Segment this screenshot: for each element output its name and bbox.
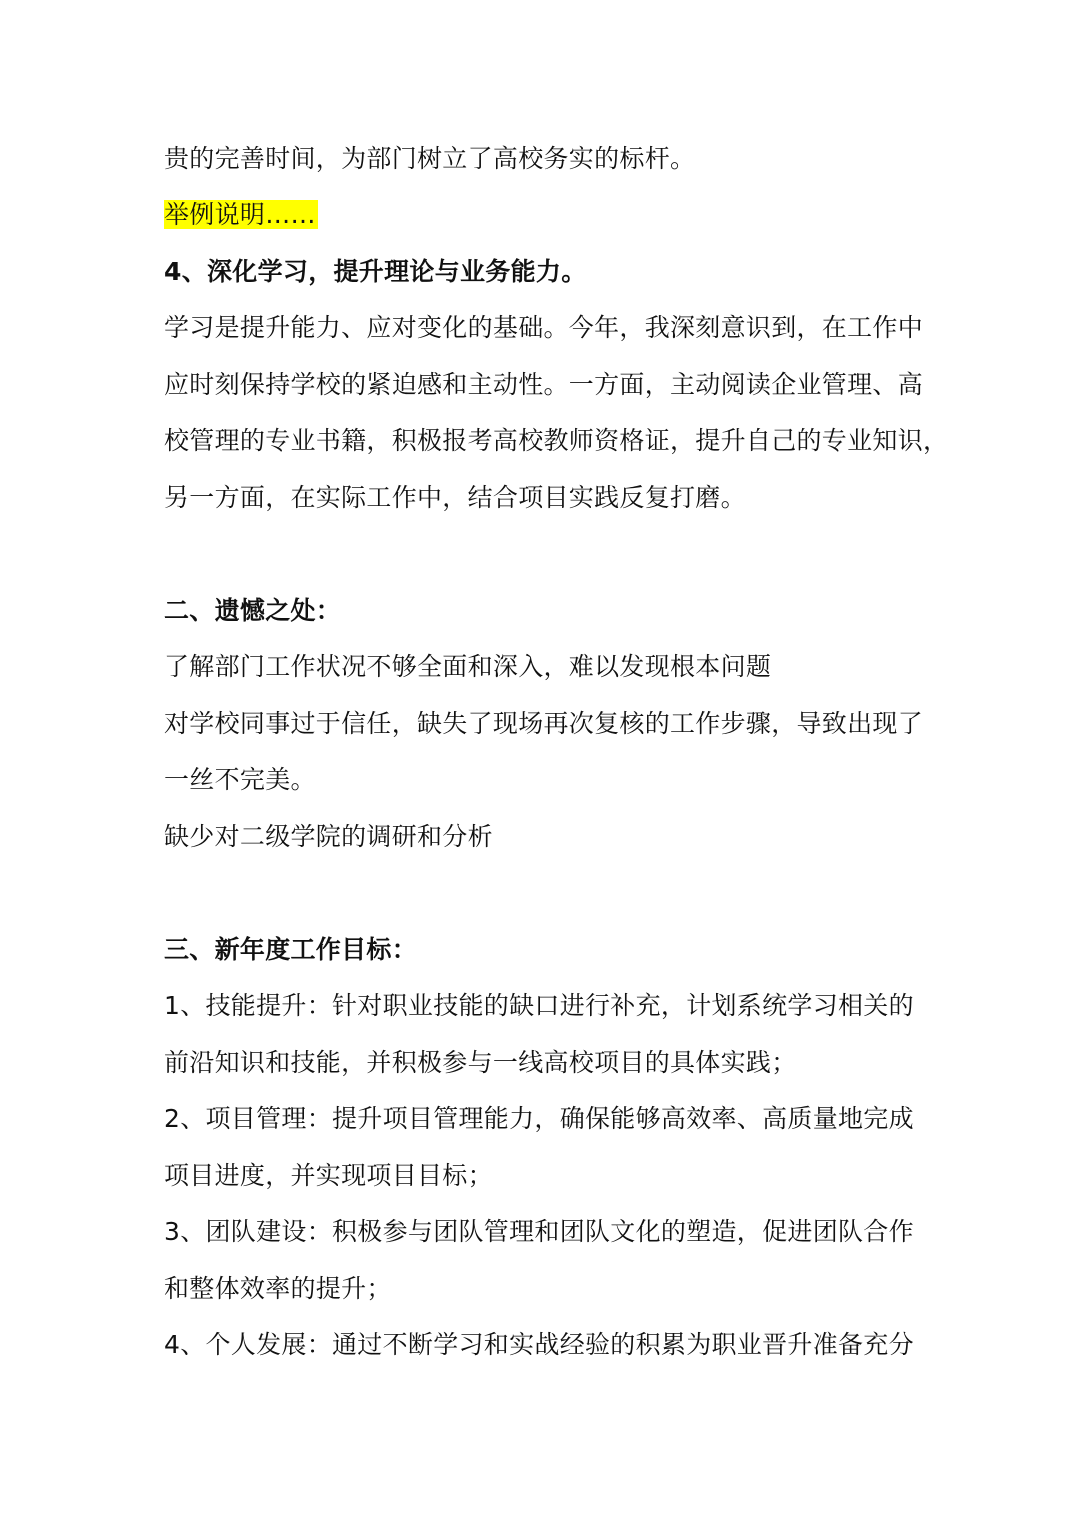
paragraph-line: 贵的完善时间，为部门树立了高校务实的标杆。: [164, 144, 696, 173]
paragraph-line: 应时刻保持学校的紧迫感和主动性。一方面，主动阅读企业管理、高: [164, 370, 924, 399]
paragraph-line: 缺少对二级学院的调研和分析: [164, 822, 493, 851]
example-note: [164, 198, 318, 232]
section-heading-regrets: 二、遗憾之处：: [164, 596, 342, 625]
section-heading-4: 4、深化学习，提升理论与业务能力。: [164, 257, 587, 286]
paragraph-line: 了解部门工作状况不够全面和深入，难以发现根本问题: [164, 652, 772, 681]
paragraph-line: 一丝不完美。: [164, 765, 316, 794]
goal-line: 2、项目管理：提升项目管理能力，确保能够高效率、高质量地完成: [164, 1104, 914, 1133]
paragraph-line: 对学校同事过于信任，缺失了现场再次复核的工作步骤，导致出现了: [164, 709, 924, 738]
highlighted-text: 举例说明……: [164, 200, 316, 229]
goal-line: 4、个人发展：通过不断学习和实战经验的积累为职业晋升准备充分: [164, 1330, 914, 1359]
goal-line: 和整体效率的提升；: [164, 1274, 392, 1303]
paragraph-line: 另一方面，在实际工作中，结合项目实践反复打磨。: [164, 483, 746, 512]
goal-line: 项目进度，并实现项目目标；: [164, 1161, 493, 1190]
goal-line: 1、技能提升：针对职业技能的缺口进行补充，计划系统学习相关的: [164, 991, 914, 1020]
goal-line: 前沿知识和技能，并积极参与一线高校项目的具体实践；: [164, 1048, 797, 1077]
goal-line: 3、团队建设：积极参与团队管理和团队文化的塑造，促进团队合作: [164, 1217, 914, 1246]
section-heading-goals: 三、新年度工作目标：: [164, 935, 418, 964]
paragraph-line: 校管理的专业书籍，积极报考高校教师资格证，提升自己的专业知识，: [164, 426, 949, 455]
paragraph-line: 学习是提升能力、应对变化的基础。今年，我深刻意识到，在工作中: [164, 313, 924, 342]
